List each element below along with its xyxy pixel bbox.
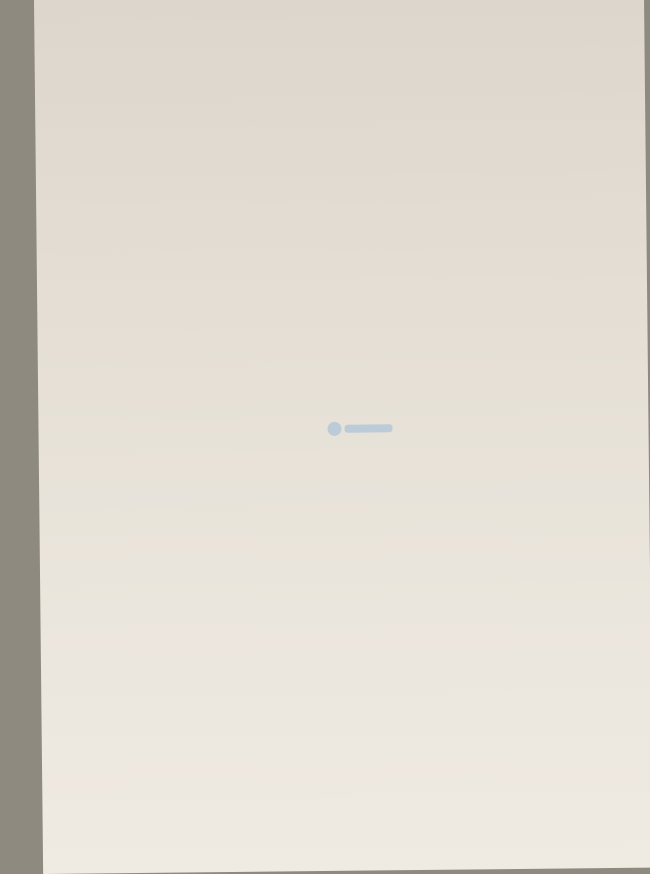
exam-page [34,0,650,874]
watermark-logo [326,419,396,438]
section-5-heading [126,570,636,575]
section-4-heading [121,49,631,54]
part-b-instruction [123,320,633,325]
part-a-instruction [121,66,631,71]
